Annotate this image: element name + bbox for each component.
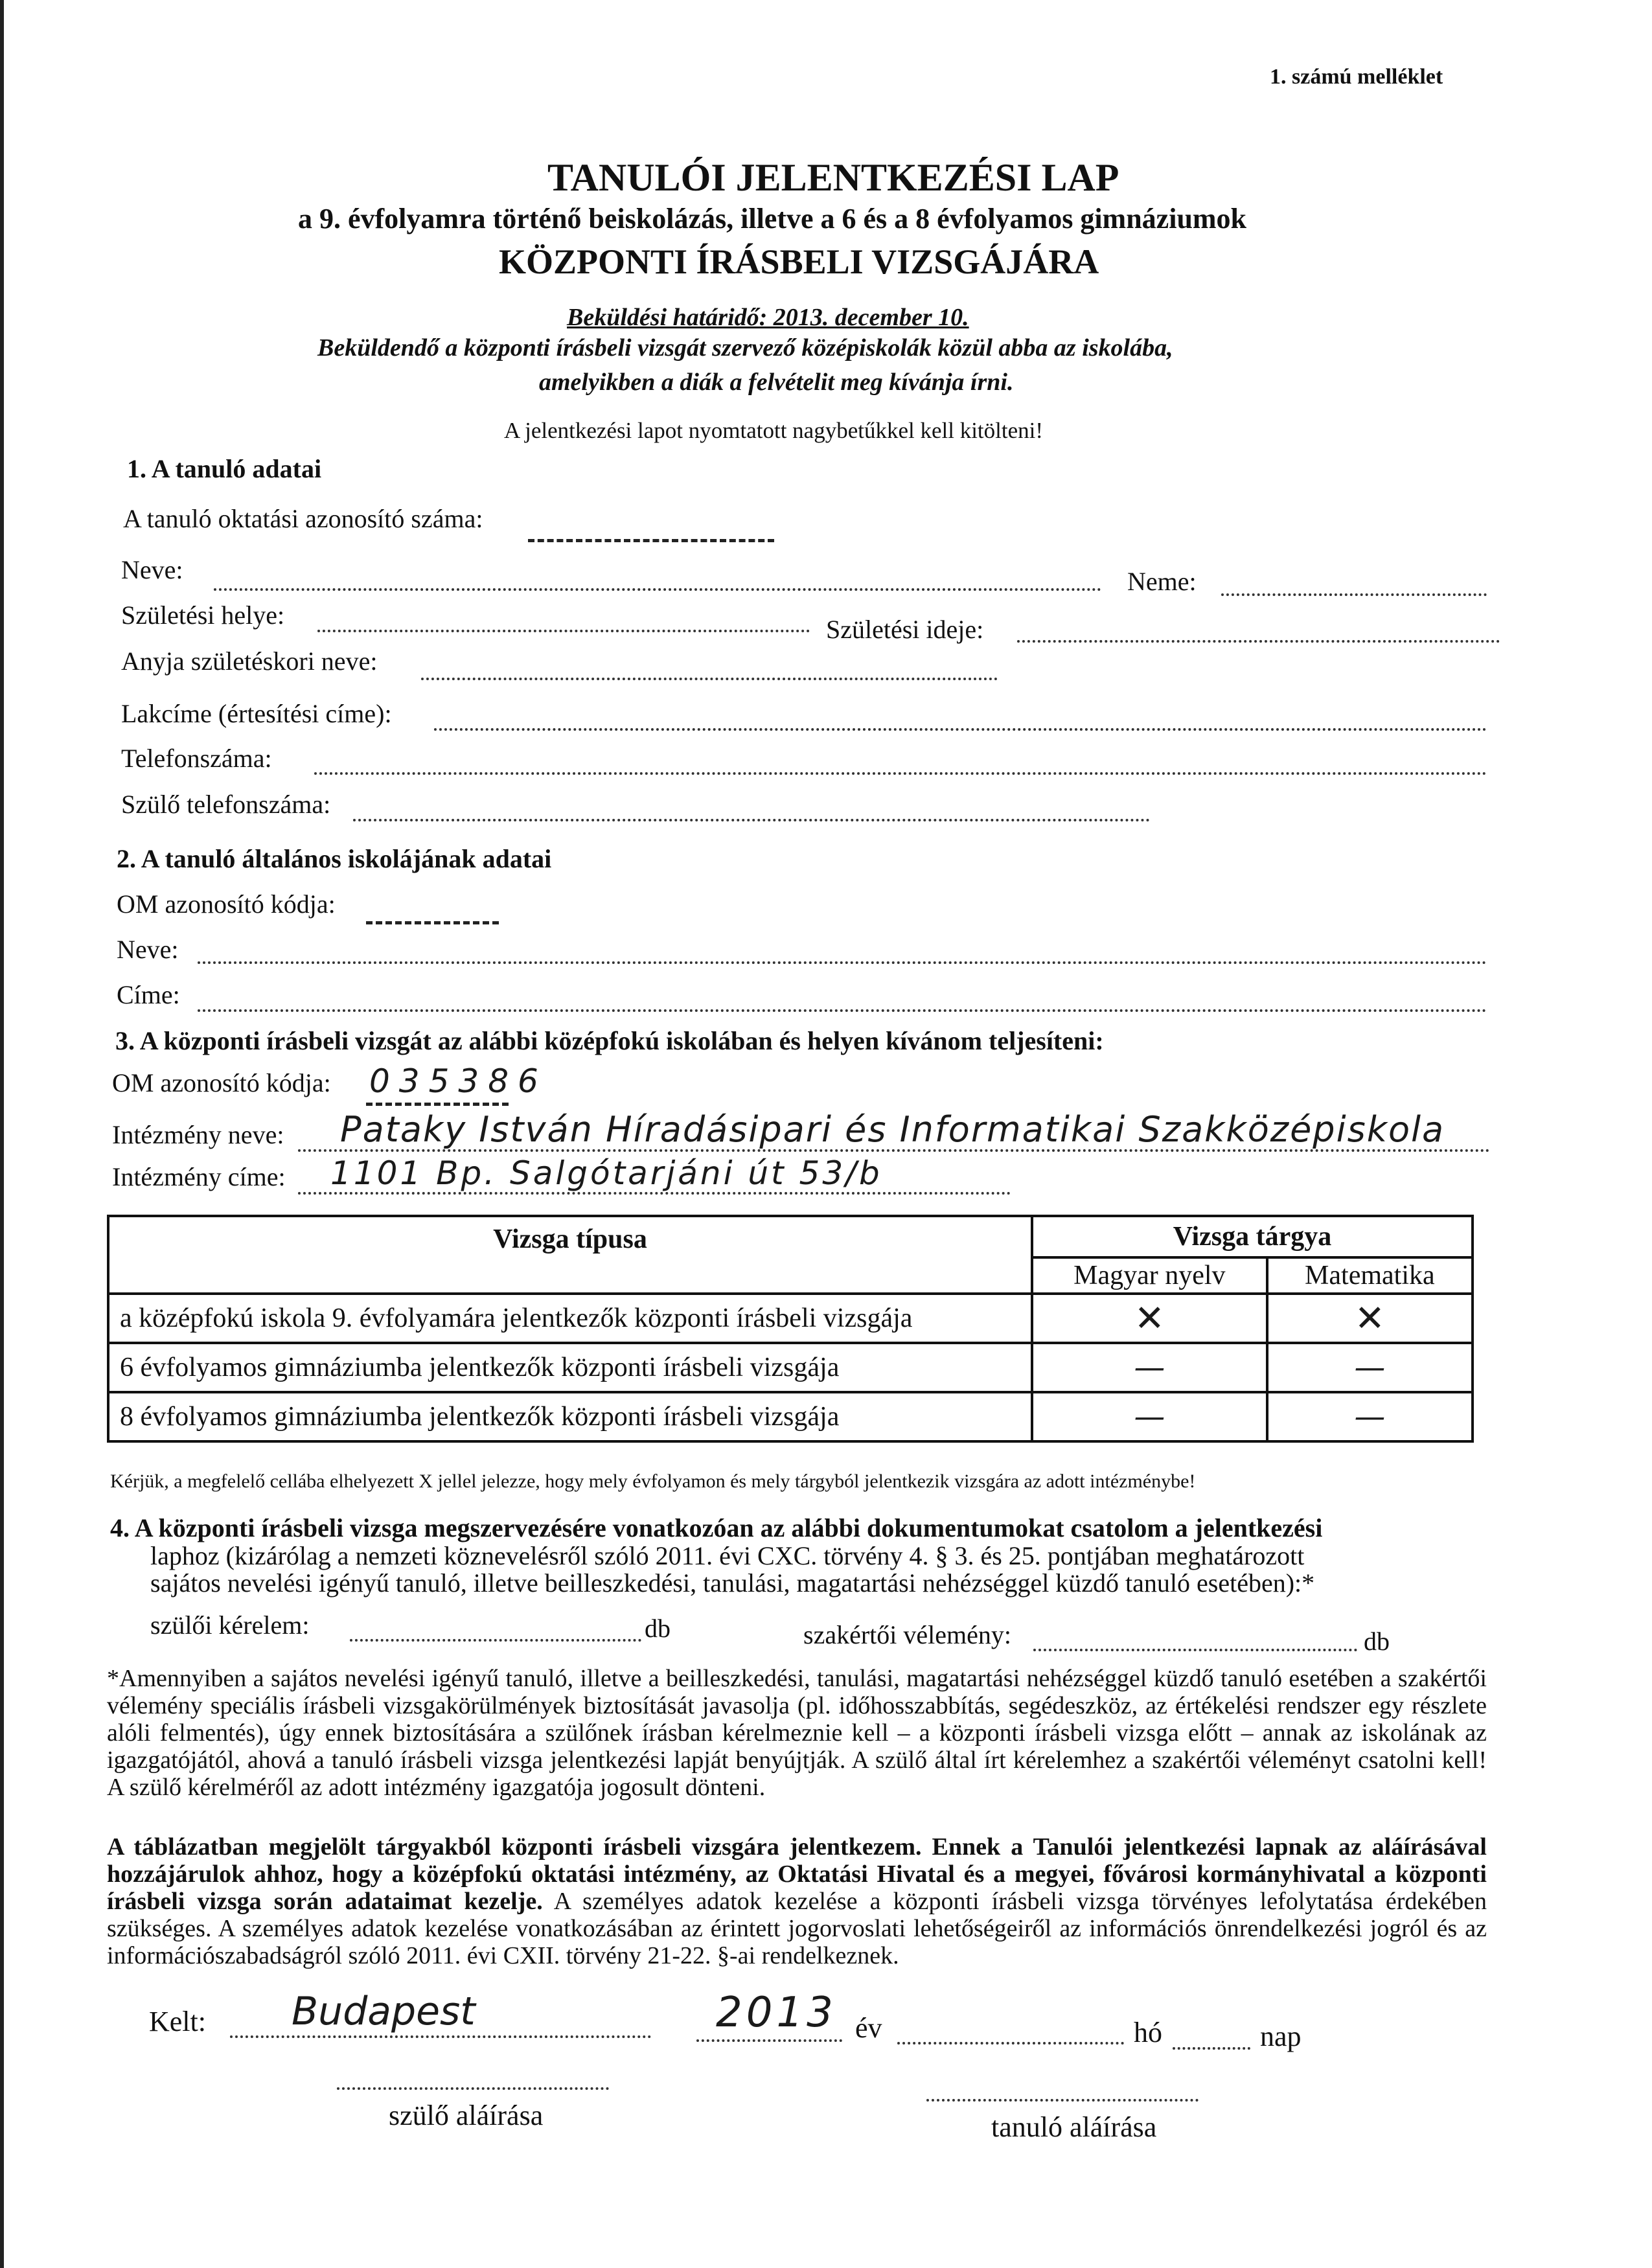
szuloi-kerelem-field[interactable] — [350, 1639, 641, 1642]
consent-bold: A táblázatban megjelölt tárgyakból központi írásbeli vizsgára jelentkezem. Ennek a Tanulói jelentkezési lapnak az aláírásával hozzájárulok ahhoz, hogy a középfokú oktatási intézmény, az Oktatási Hivatal és a megyei, fővárosi kormányhivatal a központi írásbeli vizsga során adataimat kezelje. — [107, 1833, 1487, 1915]
form-title: TANULÓI JELENTKEZÉSI LAP — [547, 156, 1119, 199]
intezmeny-cime-value[interactable]: 1101 Bp. Salgótarjáni út 53/b — [330, 1154, 882, 1192]
cell-math[interactable]: — — [1267, 1343, 1473, 1392]
scan-edge — [0, 0, 4, 2268]
ev-label: év — [855, 2012, 882, 2044]
szakertoi-velemeny-label: szakértői vélemény: — [803, 1620, 1011, 1649]
om-kod-3-value[interactable]: 035386 — [369, 1062, 547, 1100]
intezmeny-cime-field — [298, 1192, 1011, 1195]
szuloi-kerelem-label: szülői kérelem: — [150, 1610, 310, 1640]
form-subtitle-2: KÖZPONTI ÍRÁSBELI VIZSGÁJÁRA — [499, 242, 1099, 281]
szuloi-kerelem-db: db — [645, 1614, 671, 1643]
iskola-cime-field[interactable] — [198, 1009, 1487, 1012]
form-subtitle: a 9. évfolyamra történő beiskolázás, illetve a 6 és a 8 évfolyamos gimnáziumok — [298, 203, 1247, 235]
exam-table — [107, 1215, 1474, 1443]
nap-label: nap — [1260, 2021, 1302, 2052]
telefonszama-field[interactable] — [314, 772, 1487, 775]
kelt-label: Kelt: — [149, 2006, 206, 2037]
tanulo-alairasa-label: tanuló aláírása — [991, 2111, 1157, 2143]
oktatasi-azonosito-label: A tanuló oktatási azonosító száma: — [123, 504, 483, 533]
intezmeny-neve-value[interactable]: Pataky István Híradásipari és Informatikai Szakközépiskola — [340, 1109, 1445, 1150]
section3-title: 3. A központi írásbeli vizsgát az alábbi középfokú iskolában és helyen kívánom teljesíteni: — [115, 1026, 1104, 1055]
kelt-year-value[interactable]: 2013 — [716, 1989, 837, 2037]
cell-math[interactable]: — — [1267, 1392, 1473, 1441]
szuletesi-helye-label: Születési helye: — [121, 601, 285, 630]
cell-math[interactable]: ✕ — [1267, 1294, 1473, 1343]
iskola-cime-label: Címe: — [117, 980, 180, 1009]
szuletesi-ideje-label: Születési ideje: — [826, 615, 984, 644]
kelt-city-field — [230, 2035, 651, 2038]
section4-title-1: 4. A központi írásbeli vizsga megszervezésére vonatkozóan az alábbi dokumentumokat csatolom a jelentkezési — [110, 1513, 1323, 1542]
szulo-signature-line[interactable] — [337, 2087, 609, 2090]
send-to-line-1: Beküldendő a központi írásbeli vizsgát szervező középiskolák közül abba az iskolába, — [317, 334, 1173, 361]
col-subject-header: Vizsga tárgya — [1032, 1216, 1473, 1257]
intezmeny-neve-field — [298, 1149, 1490, 1152]
deadline: Beküldési határidő: 2013. december 10. — [567, 304, 969, 331]
telefonszama-label: Telefonszáma: — [121, 744, 272, 773]
oktatasi-azonosito-field[interactable] — [528, 539, 774, 542]
szulo-alairasa-label: szülő aláírása — [389, 2100, 544, 2131]
om-kod-label: OM azonosító kódja: — [117, 889, 336, 919]
neve-field[interactable] — [214, 588, 1101, 591]
nap-field[interactable] — [1173, 2047, 1250, 2050]
instruction: A jelentkezési lapot nyomtatott nagybetűkkel kell kitölteni! — [504, 418, 1044, 443]
kelt-city-value[interactable]: Budapest — [292, 1989, 476, 2034]
section4-title-3: sajátos nevelési igényű tanuló, illetve beilleszkedési, tanulási, magatartási nehézséggel küzdő tanuló esetében):* — [150, 1568, 1315, 1598]
neme-field[interactable] — [1221, 593, 1487, 596]
ho-label: hó — [1134, 2017, 1162, 2048]
footnote: *Amennyiben a sajátos nevelési igényű tanuló, illetve a beilleszkedési, tanulási, magatartási nehézséggel küzdő tanuló esetében a szakértői vélemény speciális írásbeli vizsgakörülmények biztosítását javasolja (pl. időhosszabbítás, segédeszköz, az értékelési rendszer egy részlete alóli felmentés), úgy ennek biztosítására a szülőnek írásban kérelmeznie kell – a központi írásbeli vizsga előtt – annak az iskolának az igazgatójától, ahová a tanuló írásbeli vizsga jelentkezési lapját benyújtják. A szülő által írt kérelemhez a szakértői véleményt csatolni kell! A szülő kérelméről az adott intézmény igazgatója jogosult dönteni. — [107, 1665, 1487, 1801]
row-type: 8 évfolyamos gimnáziumba jelentkezők központi írásbeli vizsgája — [108, 1392, 1032, 1441]
neme-label: Neme: — [1127, 567, 1197, 596]
annex-label: 1. számú melléklet — [1270, 65, 1443, 89]
consent-normal: A személyes adatok kezelése a központi írásbeli vizsga törvényes lefolytatása érdekében szükséges. A személyes adatok kezelése vonatkozásában az érintett jogorvoslati lehetőségeiről az információs önrendelkezési jogról és az információszabadságról szóló 2011. évi CXII. törvény 21-22. §-ai rendelkeznek. — [107, 1888, 1487, 1969]
table-row — [108, 1294, 1473, 1343]
anyja-neve-field[interactable] — [421, 678, 998, 680]
szuletesi-helye-field[interactable] — [317, 630, 810, 632]
lakcime-field[interactable] — [434, 728, 1487, 731]
section1-title: 1. A tanuló adatai — [127, 454, 322, 483]
cell-hungarian[interactable]: — — [1032, 1392, 1267, 1441]
cell-hungarian[interactable]: ✕ — [1032, 1294, 1267, 1343]
iskola-neve-label: Neve: — [117, 935, 179, 964]
neve-label: Neve: — [121, 555, 183, 584]
table-row — [108, 1392, 1473, 1441]
send-to-line-2: amelyikben a diák a felvételit meg kívánja írni. — [539, 369, 1014, 396]
sub-hungarian-header: Magyar nyelv — [1032, 1257, 1267, 1294]
szakertoi-velemeny-db: db — [1364, 1627, 1390, 1656]
row-type: 6 évfolyamos gimnáziumba jelentkezők központi írásbeli vizsgája — [108, 1343, 1032, 1392]
table-note: Kérjük, a megfelelő cellába elhelyezett X jellel jelezze, hogy mely évfolyamon és mely tárgyból jelentkezik vizsgára az adott intézménybe! — [110, 1471, 1196, 1492]
om-kod-field[interactable] — [366, 921, 499, 924]
col-type-header: Vizsga típusa — [108, 1216, 1032, 1294]
kelt-year-field — [696, 2039, 842, 2042]
szulo-telefonszama-field[interactable] — [353, 819, 1150, 821]
row-type: a középfokú iskola 9. évfolyamára jelentkezők központi írásbeli vizsgája — [108, 1294, 1032, 1343]
szulo-telefonszama-label: Szülő telefonszáma: — [121, 790, 331, 819]
tanulo-signature-line[interactable] — [926, 2099, 1199, 2102]
lakcime-label: Lakcíme (értesítési címe): — [121, 699, 392, 728]
intezmeny-cime-label: Intézmény címe: — [112, 1162, 286, 1191]
consent-paragraph — [107, 1833, 1487, 1969]
sub-math-header: Matematika — [1267, 1257, 1473, 1294]
szuletesi-ideje-field[interactable] — [1017, 640, 1500, 643]
iskola-neve-field[interactable] — [198, 961, 1487, 964]
om-kod-3-underline — [366, 1103, 509, 1106]
om-kod-3-label: OM azonosító kódja: — [112, 1068, 331, 1097]
anyja-neve-label: Anyja születéskori neve: — [121, 647, 378, 676]
intezmeny-neve-label: Intézmény neve: — [112, 1120, 284, 1149]
section4-title-2: laphoz (kizárólag a nemzeti köznevelésről szóló 2011. évi CXC. törvény 4. § 3. és 25. pontjában meghatározott — [150, 1541, 1305, 1570]
szakertoi-velemeny-field[interactable] — [1033, 1649, 1357, 1651]
ho-field[interactable] — [897, 2042, 1124, 2045]
table-row — [108, 1343, 1473, 1392]
cell-hungarian[interactable]: — — [1032, 1343, 1267, 1392]
section2-title: 2. A tanuló általános iskolájának adatai — [117, 844, 552, 873]
